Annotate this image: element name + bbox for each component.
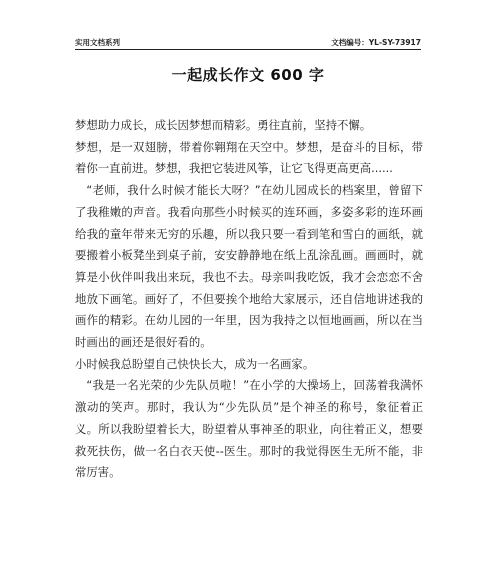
header-series-label: 实用文档系列 <box>75 38 120 47</box>
page-header <box>75 33 421 50</box>
paragraph: “我是一名光荣的少先队员啦！”在小学的大操场上，回荡着我满怀激动的笑声。那时，我认为“少先队员”是个神圣的称号，象征着正义。所以我盼望着长大，盼望着从事神圣的职业，向往着正义，想要救死扶伤，做一名白衣天使--医生。那时的我觉得医生无所不能，非常厉害。 <box>75 378 423 480</box>
paragraph: 梦想助力成长，成长因梦想而精彩。勇往直前，坚持不懈。 <box>75 118 372 132</box>
document-body <box>75 115 423 484</box>
paragraph: 梦想，是一双翅膀，带着你翱翔在天空中。梦想，是奋斗的目标，带着你一直前进。梦想，我把它装进风筝，让它飞得更高更高...... <box>75 139 423 176</box>
paragraph: “老师，我什么时候才能长大呀？”在幼儿园成长的档案里，曾留下了我稚嫩的声音。我看向那些小时候买的连环画，多姿多彩的连环画给我的童年带来无穷的乐趣，所以我只要一看到笔和雪白的画纸，就要搬着小板凳坐到桌子前，安安静静地在纸上乱涂乱画。画画时，就算是小伙伴叫我出来玩，我也不去。母亲叫我吃饭，我才会恋恋不舍地放下画笔。画好了，不但要挨个地给大家展示，还自信地讲述我的画作的精彩。在幼儿园的一年里，因为我持之以恒地画画，所以在当时画出的画还是很好看的。 <box>75 183 423 350</box>
header-document-number: 文档编号：YL-SY-73917 <box>331 38 421 47</box>
document-title: 一起成长作文 600 字 <box>171 66 325 84</box>
paragraph: 小时候我总盼望自己快快长大，成为一名画家。 <box>75 356 315 371</box>
